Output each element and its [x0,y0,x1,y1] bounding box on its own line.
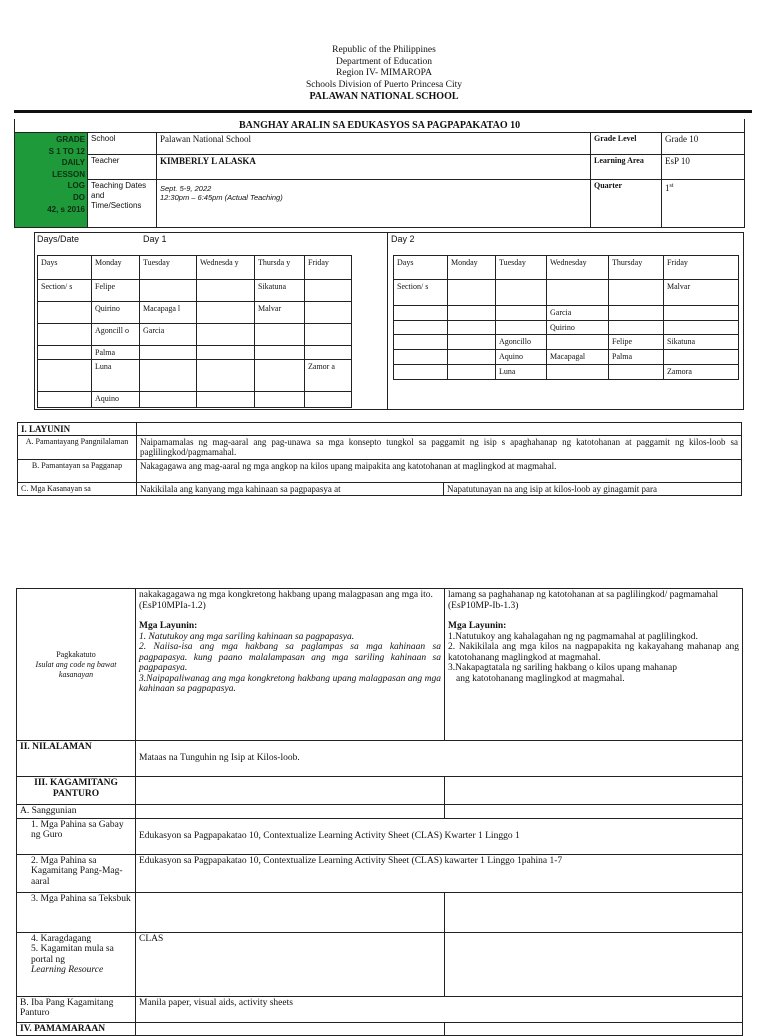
day2-header: Monday [448,256,496,280]
day2-layunin-item: 1.Natutukoy ang kahalagahan ng ng pagmamahal at paglilingkod. [448,631,698,642]
kagamitang-mag-aaral-value: Edukasyon sa Pagpapakatao 10, Contextualize Learning Activity Sheet (CLAS) kawarter 1 Linggo 1pahina 1-7 [136,854,743,892]
day1-cell [197,280,255,302]
day2-label: Day 2 [391,234,415,244]
day2-cell: Macapagal [547,350,609,365]
layunin-heading: I. LAYUNIN [18,423,137,436]
day2-cell: Malvar [664,280,739,306]
day2-cell [448,321,496,335]
day2-cell [664,321,739,335]
day1-header: Tuesday [140,256,197,280]
day1-cell [305,302,352,324]
day1-cell [38,302,92,324]
day2-cell [448,335,496,350]
day1-cell: Luna [92,360,140,392]
gabay-guro-label: 1. Mga Pahina sa Gabay ng Guro [17,818,136,854]
day1-cell: Garcia [140,324,197,346]
day2-cell [448,350,496,365]
learning-resource-blank [445,932,743,996]
header-line-department: Department of Education [335,56,433,67]
day2-cell: Sikatuna [664,335,739,350]
day1-cell: Aquino [92,392,140,408]
learning-area-value: EsP 10 [662,155,745,180]
day2-cell [496,280,547,306]
day2-cell: Section/ s [394,280,448,306]
day2-competency-text: lamang sa paghahanap ng katotohanan at sa paglilingkod/ pagmamahal (EsP10MP-Ib-1.3) [448,590,719,611]
day1-cell [305,346,352,360]
day2-cell: Palma [609,350,664,365]
kagamitang-mag-aaral-label: 2. Mga Pahina sa Kagamitang Pang-Mag-aaral [17,854,136,892]
iba-pang-kagamitan-value: Manila paper, visual aids, activity sheets [136,996,743,1022]
day2-cell: Quirino [547,321,609,335]
day2-cell [394,335,448,350]
day1-cell [197,302,255,324]
learning-resource-italic: Learning Resource [31,965,104,975]
teksbuk-blank-1 [136,892,445,932]
day1-cell [38,324,92,346]
day1-label: Day 1 [143,234,167,244]
quarter-label: Quarter [591,180,662,228]
grade-level-label: Grade Level [591,133,662,155]
day1-cell [38,360,92,392]
day2-cell: Felipe [609,335,664,350]
day2-cell [496,321,547,335]
day1-layunin-item: 2. Naiisa-isa ang mga hakbang sa paglampas sa mga kahinaan sa pagpapasya. kung paano malalampasan ang mga sariling kahinaan sa pagpapasya. [139,642,441,673]
pamamaraan-table [16,588,743,1036]
day2-cell [547,280,609,306]
pamantayang-pangnilalaman-value: Naipamamalas ng mag-aaral ang pag-unawa sa mga konsepto tungkol sa paggamit ng isip s apaghahanap ng katotohanan at paggamit ng kilos-loob sa paglilingkod/pagmamahal. [137,436,742,460]
day1-cell [140,280,197,302]
day2-header: Days [394,256,448,280]
day1-layunin-item: 1. Natutukoy ang mga sariling kahinaan sa pagpapasya. [139,631,355,642]
sanggunian-blank-1 [136,805,445,819]
pamamaraan-blank-1 [136,1022,445,1036]
kagamitan-label: III. KAGAMITANG PANTURO [17,777,136,805]
document-header [0,45,768,103]
day1-cell: Section/ s [38,280,92,302]
day2-cell [609,306,664,321]
days-date-label: Days/Date [37,234,80,244]
teksbuk-blank-2 [445,892,743,932]
learning-resource-value: CLAS [136,932,445,996]
kasanayan-value-1: Nakikilala ang kanyang mga kahinaan sa pagpapasya at [137,483,444,496]
day1-header: Friday [305,256,352,280]
day2-layunin-item: 3.Nakapagtatala ng sariling hakbang o kilos upang mahanap [448,663,677,673]
header-line-division: Schools Division of Puerto Princesa City [306,79,462,90]
day2-cell [609,321,664,335]
grade-level-value: Grade 10 [662,133,745,155]
teaching-dates-label: Teaching Dates and Time/Sections [88,180,157,228]
daily-lesson-log-badge: GRADE S 1 TO 12 DAILY LESSON LOG DO 42, s 2016 [15,133,88,228]
day1-cell: Agoncill o [92,324,140,346]
kasanayan-value-2: Napatutunayan na ang isip at kilos-loob ay ginagamit para [444,483,742,496]
day2-cell [448,280,496,306]
day2-layunin-item: 2. Nakikilala ang mga kilos na nagpapakita ng kakayahang mahanap ang katotohanang maglingkod at magmahal. [448,642,739,663]
kagamitan-blank-1 [136,777,445,805]
day2-schedule-table [393,255,739,380]
karagdagang-label: 4. Karagdagang [31,933,92,944]
sanggunian-label: A. Sanggunian [17,805,136,819]
learning-area-label: Learning Area [591,155,662,180]
day1-cell: Zamor a [305,360,352,392]
header-line-republic: Republic of the Philippines [332,45,436,55]
day1-cell [140,346,197,360]
day1-cell [255,324,305,346]
teksbuk-label: 3. Mga Pahina sa Teksbuk [17,892,136,932]
pamantayang-pangnilalaman-label: A. Pamantayang Pangnilalaman [18,436,137,460]
schedule-divider [387,232,388,410]
day1-schedule-table [37,255,352,408]
day2-cell [609,365,664,380]
day2-header: Tuesday [496,256,547,280]
day2-header: Friday [664,256,739,280]
iba-pang-kagamitan-label: B. Iba Pang Kagamitang Panturo [17,996,136,1022]
header-school-name: PALAWAN NATIONAL SCHOOL [309,91,459,102]
day2-cell [547,335,609,350]
day1-header: Monday [92,256,140,280]
day1-cell [255,392,305,408]
pamantayan-pagganap-value: Nakagagawa ang mag-aaral ng mga angkop na kilos upang maipakita ang katotohanan at maglingkod at magmahal. [137,460,742,483]
day2-cell: Zamora [664,365,739,380]
teacher-label: Teacher [88,155,157,180]
gabay-guro-value: Edukasyon sa Pagpapakatao 10, Contextualize Learning Activity Sheet (CLAS) Kwarter 1 Linggo 1 [136,818,743,854]
day1-cell [38,346,92,360]
nilalaman-value: Mataas na Tunguhin ng Isip at Kilos-loob. [136,741,743,777]
pamamaraan-label: IV. PAMAMARAAN [17,1022,136,1036]
day1-cell [197,360,255,392]
day2-header: Wednesday [547,256,609,280]
day2-cell [609,280,664,306]
day1-cell: Palma [92,346,140,360]
layunin-table [17,422,742,496]
header-line-region: Region IV- MIMAROPA [336,68,432,78]
school-value: Palawan National School [157,133,591,155]
day1-cell: Malvar [255,302,305,324]
plan-title: BANGHAY ARALIN SA EDUKASYOS SA PAGPAPAKATAO 10 [15,119,745,133]
day1-cell [305,280,352,302]
day2-cell [448,306,496,321]
day1-cell [255,360,305,392]
day1-layunin-heading: Mga Layunin: [139,621,198,631]
layunin-heading-blank [137,423,742,436]
day2-cell [664,306,739,321]
layunin-day2-cell [445,589,743,741]
layunin-day1-cell [136,589,445,741]
day1-header: Days [38,256,92,280]
lesson-info-table [14,119,745,228]
teaching-dates-value: Sept. 5-9, 2022 12:30pm – 6:45pm (Actual Teaching) [157,180,591,228]
day2-cell [394,350,448,365]
day1-header: Wednesda y [197,256,255,280]
kagamitan-blank-2 [445,777,743,805]
day1-cell [140,392,197,408]
day2-cell [664,350,739,365]
day1-cell: Sikatuna [255,280,305,302]
day2-cell [547,365,609,380]
day1-cell: Felipe [92,280,140,302]
pagkakatuto-note: Isulat ang code ng bawat kasanayan [35,659,117,679]
pagkakatuto-label: Pagkakatuto [56,649,96,659]
kasanayan-label: C. Mga Kasanayan sa [18,483,137,496]
day1-cell [140,360,197,392]
day1-cell [197,392,255,408]
day2-cell: Aquino [496,350,547,365]
day1-cell [305,324,352,346]
header-divider [14,110,752,113]
pamamaraan-blank-2 [445,1022,743,1036]
day2-cell [394,306,448,321]
day2-cell [496,306,547,321]
day2-cell: Agoncillo [496,335,547,350]
day1-cell [305,392,352,408]
portal-label: 5. Kagamitan mula sa portal ng [31,944,114,965]
day1-cell [255,346,305,360]
day1-competency-text: nakakagagawa ng mga kongkretong hakbang upang malagpasan ang mga ito. (EsP10MPIa-1.2) [139,590,433,611]
day1-header: Thursda y [255,256,305,280]
pagkakatuto-label-cell [17,589,136,741]
day1-cell [197,324,255,346]
quarter-value: 1st [662,180,745,228]
learning-resource-label [17,932,136,996]
day1-cell [38,392,92,408]
day2-cell: Luna [496,365,547,380]
nilalaman-label: II. NILALAMAN [17,741,136,777]
day2-cell [394,365,448,380]
teacher-value: KIMBERLY L ALASKA [157,155,591,180]
day2-cell: Garcia [547,306,609,321]
day1-cell: Quirino [92,302,140,324]
day1-cell: Macapaga l [140,302,197,324]
day2-layunin-heading: Mga Layunin: [448,621,507,631]
day2-header: Thursday [609,256,664,280]
school-label: School [88,133,157,155]
day2-cell [448,365,496,380]
pamantayan-pagganap-label: B. Pamantayan sa Pagganap [18,460,137,483]
day2-layunin-item: ang katotohanang maglingkod at magmahal. [456,673,625,684]
day1-layunin-item: 3.Naipapaliwanag ang mga kongkretong hakbang upang malagpasan ang mga kahinaan sa pagpapasya. [139,673,441,694]
day1-cell [197,346,255,360]
day2-cell [394,321,448,335]
sanggunian-blank-2 [445,805,743,819]
